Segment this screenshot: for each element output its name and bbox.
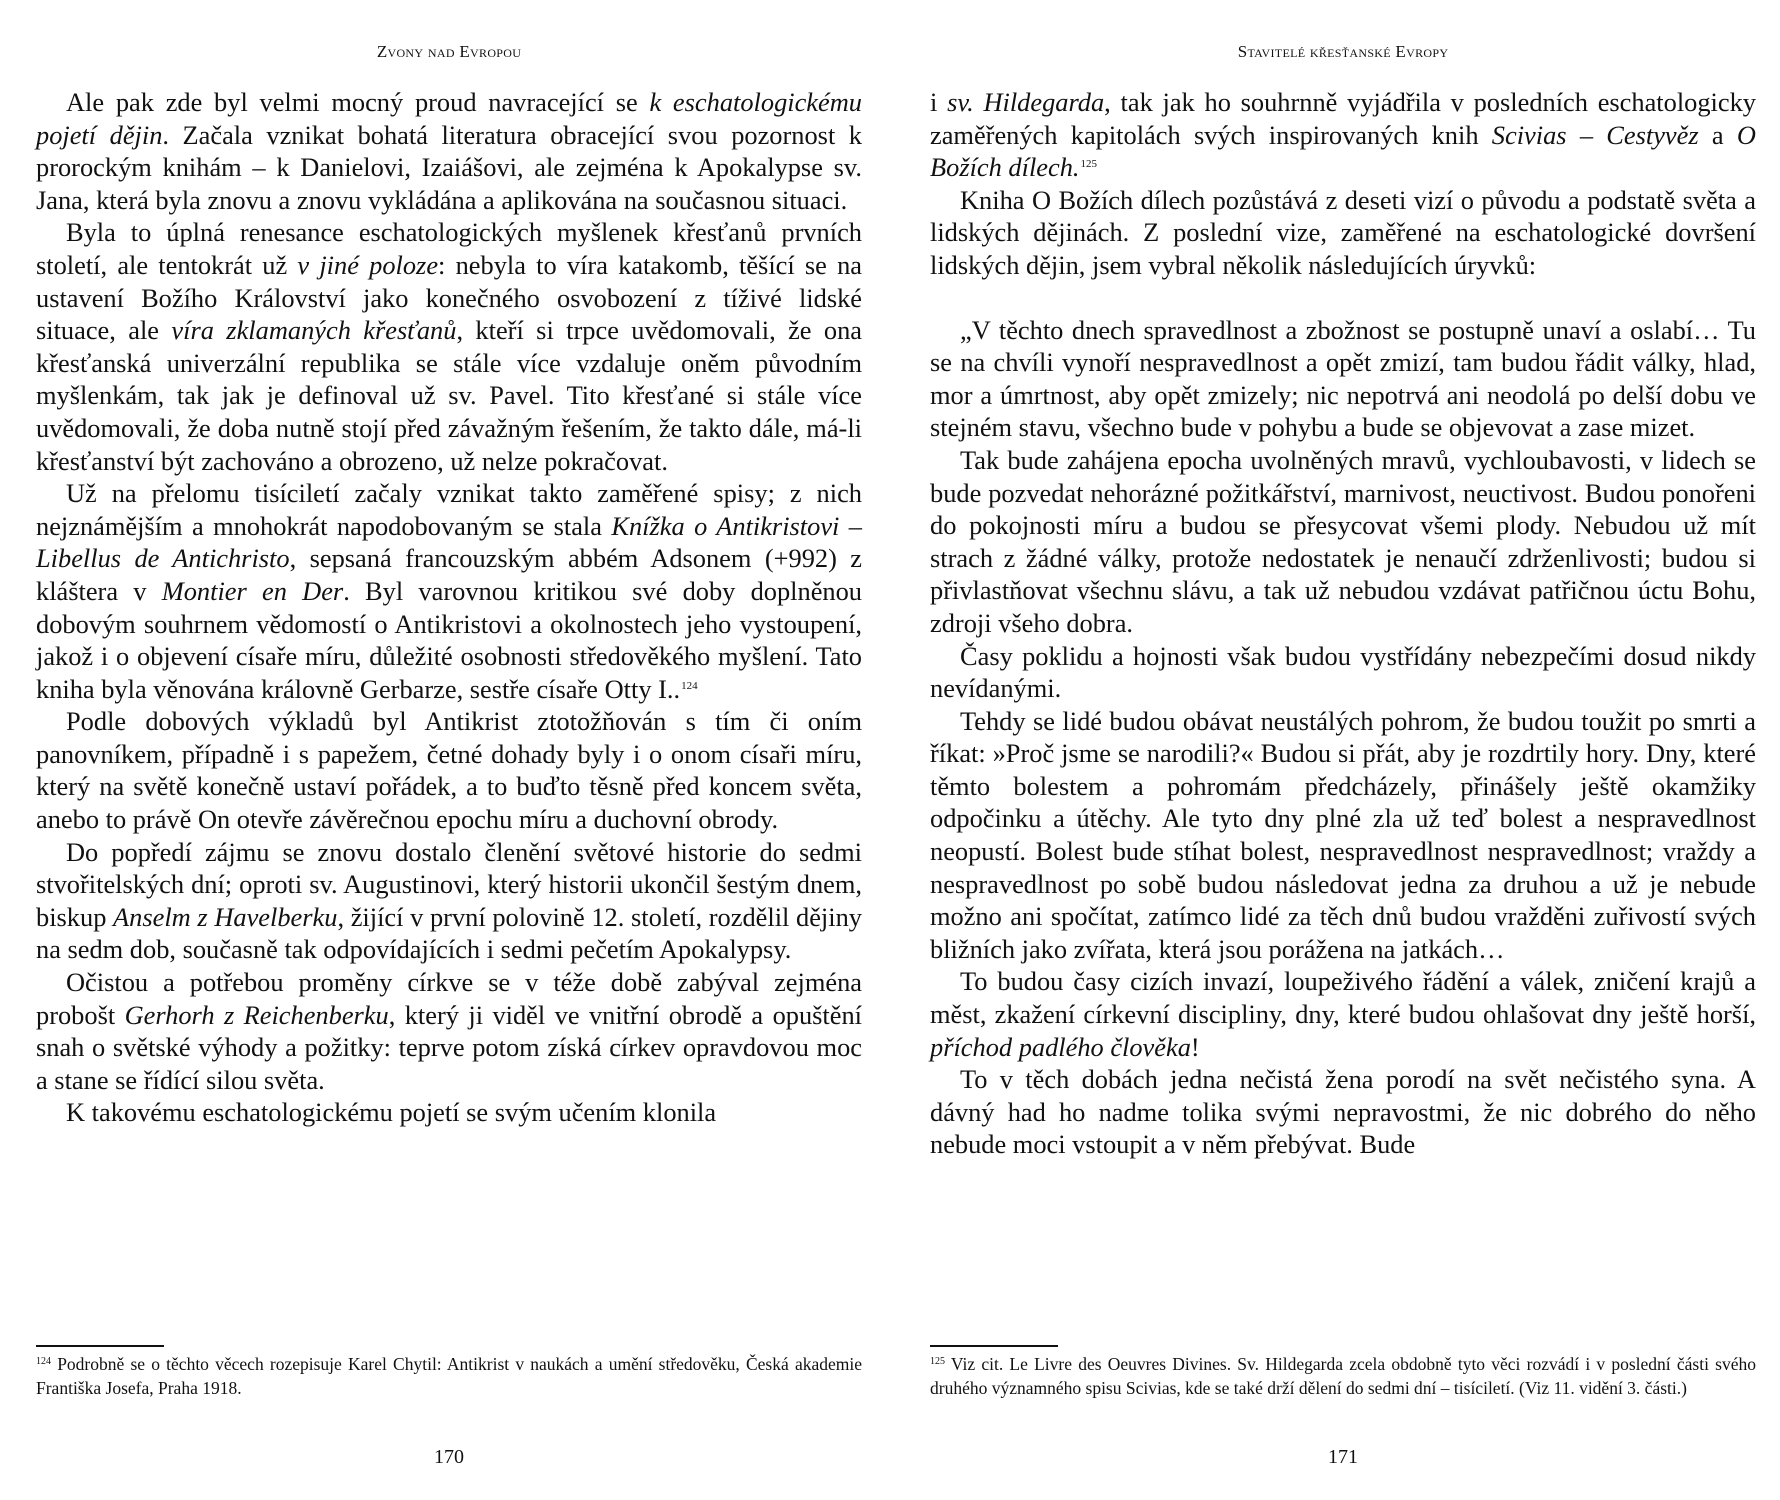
paragraph: Byla to úplná renesance eschatologických myšlenek křesťanů prvních století, ale tentokrát už v jiné poloze: nebyla to víra katakomb, těšící se na ustavení Božího Království jako konečného osvobození z tíživé lidské situace, ale víra zklamaných křesťanů, kteří si trpce uvědomovali, že ona křesťanská univerzální republika se stále více vzdaluje oněm původním myšlenkám, tak jak je definoval už sv. Pavel. Tito křesťané si stále více uvědomovali, že doba nutně stojí před závažným řešením, že takto dále, má-li křesťanství být zachováno a obrozeno, už nelze pokračovat. <box>36 217 863 476</box>
paragraph: i sv. Hildegarda, tak jak ho souhrnně vyjádřila v posledních eschatologicky zaměřených kapitolách svých inspirovaných knih Scivias – Cestyvěz a O Božích dílech.$^{125}$ <box>930 87 1756 183</box>
left-page <box>36 0 862 1500</box>
page-number: 170 <box>434 1446 464 1468</box>
running-head: Stavitelé křesťanské Evropy <box>1237 42 1449 61</box>
footnotes <box>36 1352 862 1400</box>
quote-paragraph: Časy poklidu a hojnosti však budou vystřídány nebezpečími dosud nikdy nevídanými. <box>930 640 1756 704</box>
footnote: $^{124}$ Podrobně se o těchto věcech rozepisuje Karel Chytil: Antikrist v naukách a umění středověku, Česká akademie Františka Josefa, Praha 1918. <box>36 1354 862 1398</box>
quote-paragraph: Tehdy se lidé budou obávat neustálých pohrom, že budou toužit po smrti a říkat: »Proč jsme se narodili?« Budou si přát, aby je rozdrtily hory. Dny, které těmto bolestem a pohromám předcházely, přinášely ještě okamžiky odpočinku a útěchy. Ale tyto dny plné zla už teď bolest a nespravedlnost neopustí. Bolest bude stíhat bolest, nespravedlnost nespravedlnost; vraždy a nespravedlnost po sobě budou následovat jedna za druhou a už je nebude možno ani spočítat, zatímco lidé za těch dnů budou vražděni zuřivostí svých bližních jako zvířata, která jsou porážena na jatkách… <box>930 705 1756 964</box>
footnotes <box>930 1352 1756 1400</box>
running-head: Zvony nad Evropou <box>376 42 522 61</box>
right-page <box>930 0 1756 1500</box>
footnote-number: 125 <box>930 1356 945 1367</box>
emphasis: Knížka o Antikristovi – Libellus de Antichristo <box>36 510 862 574</box>
emphasis: v jiné poloze <box>297 249 439 280</box>
paragraph: Kniha O Božích dílech pozůstává z deseti vizí o původu a podstatě světa a lidských dějinách. Z poslední vize, zaměřené na eschatologické dovršení lidských dějin, jsem vybral několik následujících úryvků: <box>930 184 1756 280</box>
footnote: $^{125}$ Viz cit. Le Livre des Oeuvres Divines. Sv. Hildegarda zcela obdobně tyto věci rozvádí i v poslední části svého druhého významného spisu Scivias, kde se také drží dělení do sedmi dní – tisíciletí. (Viz 11. vidění 3. části.) <box>930 1354 1756 1398</box>
emphasis: Gerhorh z Reichenberku <box>124 999 389 1030</box>
footnote-separator <box>930 1345 1058 1347</box>
emphasis: víra zklamaných křesťanů <box>171 315 457 346</box>
paragraph: Ale pak zde byl velmi mocný proud navracející se k eschatologickému pojetí dějin. Začala vznikat bohatá literatura obracející svou pozornost k prorockým knihám – k Danielovi, Izaiášovi, ale zejména k Apokalypse sv. Jana, která byla znovu a znovu vykládána a aplikována na současnou situaci. <box>36 87 863 215</box>
paragraph: Podle dobových výkladů byl Antikrist ztotožňován s tím či oním panovníkem, případně i s papežem, četné dohady byly i o onom císaři míru, který na světě konečně ustaví pořádek, a to buďto těsně před koncem světa, anebo to právě On otevře závěrečnou epochu míru a duchovní obrody. <box>36 706 862 835</box>
quote-paragraph: To budou časy cizích invazí, loupeživého řádění a válek, zničení krajů a měst, zkažení církevní discipliny, dny, které budou ohlašovat dny ještě horší, příchod padlého člověka! <box>930 966 1756 1062</box>
page-number: 171 <box>1328 1446 1358 1468</box>
footnote-reference[interactable]: 124 <box>681 679 698 692</box>
footnote-separator <box>36 1345 164 1347</box>
footnote-reference[interactable]: 125 <box>1080 158 1098 171</box>
body-text <box>36 86 862 1129</box>
quote-paragraph: „V těchto dnech spravedlnost a zbožnost se postupně unaví a oslabí… Tu se na chvíli vynoří nespravedlnost a opět zmizí, tam budou řádit války, hlad, mor a úmrtnost, aby opět zmizely; nic nepotrvá ani neodolá po delší dobu ve stejném stavu, všechno bude v pohybu a bude se objevovat a zase mizet. <box>930 314 1756 443</box>
emphasis: Scivias – Cestyvěz <box>1491 119 1699 150</box>
emphasis: O Božích dílech. <box>930 119 1756 183</box>
paragraph: Už na přelomu tisíciletí začaly vznikat takto zaměřené spisy; z nich nejznámějším a mnohokrát napodobovaným se stala Knížka o Antikristovi – Libellus de Antichristo, sepsaná francouzským abbém Adsonem (+992) z kláštera v Montier en Der. Byl varovnou kritikou své doby doplněnou dobovým souhrnem vědomostí o Antikristovi a okolnostech jeho vystoupení, jakož i o objevení císaře míru, důležité osobnosti středověkého myšlení. Tato kniha byla věnována královně Gerbarze, sestře císaře Otty I..$^{124}$ <box>36 478 863 704</box>
emphasis: příchod padlého člověka <box>930 1031 1191 1062</box>
body-text <box>930 86 1756 1161</box>
emphasis: Montier en Der <box>161 575 344 606</box>
paragraph: Očistou a potřebou proměny církve se v téže době zabýval zejména probošt Gerhorh z Reichenberku, který ji viděl ve vnitřní obrodě a opuštění snah o světské výhody a požitky: teprve potom získá církev opravdovou moc a stane se řídící silou světa. <box>36 967 862 1095</box>
emphasis: Anselm z Havelberku <box>113 901 338 932</box>
quote-paragraph: To v těch dobách jedna nečistá žena porodí na svět nečistého syna. A dávný had ho nadme tolika svými nepravostmi, že nic dobrého do něho nebude moci vstoupit a v něm přebývat. Bude <box>930 1064 1756 1160</box>
paragraph: K takovému eschatologickému pojetí se svým učením klonila <box>66 1097 717 1128</box>
footnote-number: 124 <box>36 1356 51 1367</box>
emphasis: sv. Hildegarda <box>947 87 1105 117</box>
paragraph: Do popředí zájmu se znovu dostalo členění světové historie do sedmi stvořitelských dní; oproti sv. Augustinovi, který historii ukončil šestým dnem, biskup Anselm z Havelberku, žijící v první polovině 12. století, rozdělil dějiny na sedm dob, současně tak odpovídajících i sedmi pečetím Apokalypsy. <box>36 836 862 965</box>
quote-paragraph: Tak bude zahájena epocha uvolněných mravů, vychloubavosti, v lidech se bude pozvedat nehorázné požitkářství, marnivost, neuctivost. Budou ponořeni do pokojnosti míru a budou se přesycovat všemi plody. Nebudou už mít strach z žádné války, protože nedostatek je nenaučí zdrženlivosti; budou si přivlastňovat všechnu slávu, a tak už nebudou vzdávat patřičnou úctu Bohu, zdroji všeho dobra. <box>930 444 1756 638</box>
emphasis: k eschatologickému pojetí dějin <box>36 87 862 150</box>
